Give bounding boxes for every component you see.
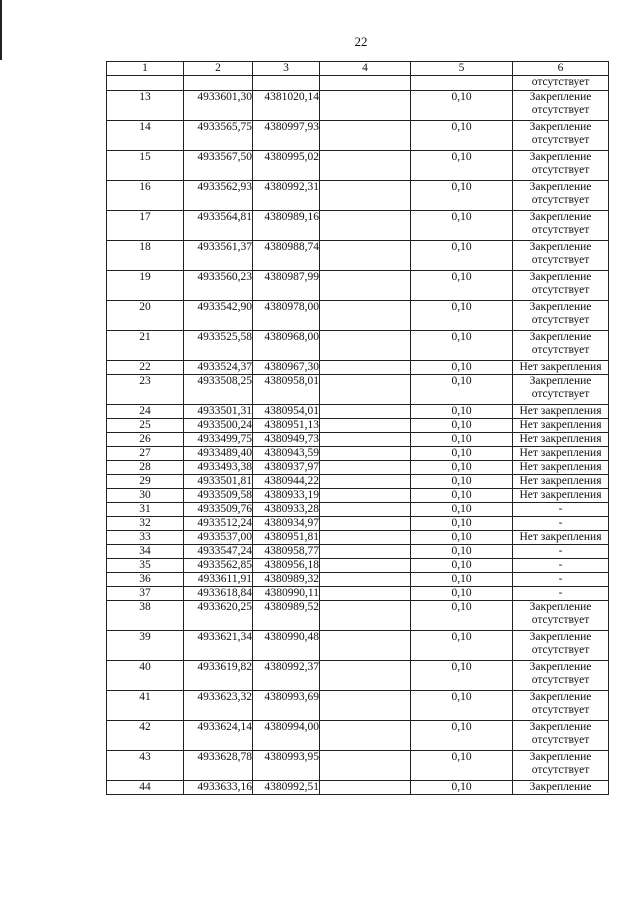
x-coordinate: 4933542,90 [184,301,253,331]
fixation-note: Нет закрепления [513,433,609,447]
x-coordinate: 4933601,30 [184,91,253,121]
y-coordinate: 4380937,97 [253,461,320,475]
accuracy-value: 0,10 [411,405,513,419]
point-number: 30 [107,489,184,503]
table-row [107,447,609,461]
x-coordinate: 4933611,91 [184,573,253,587]
accuracy-value: 0,10 [411,475,513,489]
y-coordinate: 4380997,93 [253,121,320,151]
x-coordinate: 4933489,40 [184,447,253,461]
x-coordinate: 4933508,25 [184,375,253,405]
table-row [107,559,609,573]
fixation-note: Закрепление отсутствует [513,211,609,241]
empty-cell [320,433,411,447]
fixation-note: Нет закрепления [513,531,609,545]
point-number: 33 [107,531,184,545]
empty-cell [320,489,411,503]
x-coordinate: 4933501,31 [184,405,253,419]
accuracy-value: 0,10 [411,545,513,559]
x-coordinate: 4933493,38 [184,461,253,475]
x-coordinate: 4933547,24 [184,545,253,559]
y-coordinate: 4381020,14 [253,91,320,121]
fixation-note: Закрепление [513,781,609,795]
fixation-note: - [513,573,609,587]
empty-cell [320,559,411,573]
y-coordinate: 4380944,22 [253,475,320,489]
table-row [107,721,609,751]
accuracy-value: 0,10 [411,489,513,503]
accuracy-value: 0,10 [411,559,513,573]
empty-cell [320,91,411,121]
x-coordinate: 4933499,75 [184,433,253,447]
point-number: 36 [107,573,184,587]
x-coordinate: 4933623,32 [184,691,253,721]
point-number: 41 [107,691,184,721]
accuracy-value: 0,10 [411,531,513,545]
point-number: 40 [107,661,184,691]
table-row [107,181,609,211]
header-col-1: 1 [107,62,184,76]
point-number: 35 [107,559,184,573]
continuation-row [107,76,609,91]
x-coordinate: 4933567,50 [184,151,253,181]
point-number: 42 [107,721,184,751]
y-coordinate: 4380954,01 [253,405,320,419]
empty-cell [320,691,411,721]
y-coordinate: 4380989,32 [253,573,320,587]
empty-cell [320,751,411,781]
table-row [107,503,609,517]
x-coordinate: 4933620,25 [184,601,253,631]
y-coordinate: 4380990,48 [253,631,320,661]
accuracy-value: 0,10 [411,691,513,721]
y-coordinate: 4380989,16 [253,211,320,241]
fixation-note: Закрепление отсутствует [513,691,609,721]
y-coordinate: 4380933,28 [253,503,320,517]
accuracy-value: 0,10 [411,433,513,447]
fixation-note: Закрепление отсутствует [513,121,609,151]
fixation-note: Нет закрепления [513,475,609,489]
empty-cell [320,301,411,331]
empty-cell [320,517,411,531]
point-number: 28 [107,461,184,475]
header-row [107,62,609,76]
y-coordinate: 4380949,73 [253,433,320,447]
accuracy-value: 0,10 [411,331,513,361]
coordinates-table [106,61,609,795]
empty-cell [320,447,411,461]
x-coordinate: 4933618,84 [184,587,253,601]
fixation-note: Нет закрепления [513,361,609,375]
table-row [107,419,609,433]
table-row [107,475,609,489]
fixation-note: Закрепление отсутствует [513,631,609,661]
table-row [107,531,609,545]
empty-cell [320,241,411,271]
table-row [107,517,609,531]
point-number: 18 [107,241,184,271]
empty-cell [320,503,411,517]
fixation-note: Закрепление отсутствует [513,661,609,691]
accuracy-value: 0,10 [411,751,513,781]
y-coordinate: 4380993,95 [253,751,320,781]
table-row [107,545,609,559]
header-col-5: 5 [411,62,513,76]
y-coordinate: 4380995,02 [253,151,320,181]
fixation-note: Закрепление отсутствует [513,751,609,781]
table-row [107,91,609,121]
y-coordinate: 4380988,74 [253,241,320,271]
fixation-note: - [513,587,609,601]
x-coordinate: 4933509,58 [184,489,253,503]
fixation-note: Нет закрепления [513,489,609,503]
accuracy-value: 0,10 [411,211,513,241]
point-number: 24 [107,405,184,419]
empty-cell [320,271,411,301]
empty-cell [320,181,411,211]
table-row [107,211,609,241]
accuracy-value: 0,10 [411,661,513,691]
x-coordinate: 4933633,16 [184,781,253,795]
table-row [107,781,609,795]
continuation-note: отсутствует [513,76,609,91]
header-col-2: 2 [184,62,253,76]
point-number: 20 [107,301,184,331]
accuracy-value: 0,10 [411,587,513,601]
y-coordinate: 4380968,00 [253,331,320,361]
x-coordinate: 4933509,76 [184,503,253,517]
y-coordinate: 4380989,52 [253,601,320,631]
x-coordinate: 4933500,24 [184,419,253,433]
x-coordinate: 4933562,93 [184,181,253,211]
accuracy-value: 0,10 [411,151,513,181]
accuracy-value: 0,10 [411,503,513,517]
point-number: 43 [107,751,184,781]
table-row [107,661,609,691]
header-col-6: 6 [513,62,609,76]
point-number: 13 [107,91,184,121]
empty-cell [320,121,411,151]
point-number: 26 [107,433,184,447]
header-col-4: 4 [320,62,411,76]
table-row [107,271,609,301]
x-coordinate: 4933628,78 [184,751,253,781]
point-number: 29 [107,475,184,489]
empty-cell [320,587,411,601]
empty-cell [320,461,411,475]
y-coordinate: 4380993,69 [253,691,320,721]
fixation-note: Закрепление отсутствует [513,181,609,211]
y-coordinate: 4380956,18 [253,559,320,573]
point-number: 38 [107,601,184,631]
y-coordinate: 4380933,19 [253,489,320,503]
x-coordinate: 4933624,14 [184,721,253,751]
fixation-note: Закрепление отсутствует [513,601,609,631]
accuracy-value: 0,10 [411,419,513,433]
point-number: 37 [107,587,184,601]
point-number: 21 [107,331,184,361]
empty-cell [320,573,411,587]
table-row [107,573,609,587]
table-row [107,433,609,447]
table-row [107,121,609,151]
accuracy-value: 0,10 [411,271,513,301]
fixation-note: Нет закрепления [513,461,609,475]
accuracy-value: 0,10 [411,721,513,751]
accuracy-value: 0,10 [411,91,513,121]
empty-cell [320,405,411,419]
fixation-note: Закрепление отсутствует [513,301,609,331]
accuracy-value: 0,10 [411,517,513,531]
empty-cell [320,151,411,181]
fixation-note: Закрепление отсутствует [513,331,609,361]
x-coordinate: 4933561,37 [184,241,253,271]
y-coordinate: 4380943,59 [253,447,320,461]
page-number: 22 [354,34,368,49]
empty-cell [320,361,411,375]
accuracy-value: 0,10 [411,573,513,587]
table-row [107,489,609,503]
point-number: 23 [107,375,184,405]
accuracy-value: 0,10 [411,241,513,271]
y-coordinate: 4380967,30 [253,361,320,375]
point-number: 31 [107,503,184,517]
y-coordinate: 4380951,81 [253,531,320,545]
y-coordinate: 4380992,51 [253,781,320,795]
y-coordinate: 4380978,00 [253,301,320,331]
accuracy-value: 0,10 [411,461,513,475]
table-row [107,151,609,181]
fixation-note: - [513,503,609,517]
y-coordinate: 4380992,37 [253,661,320,691]
x-coordinate: 4933525,58 [184,331,253,361]
header-col-3: 3 [253,62,320,76]
table-row [107,751,609,781]
empty-cell [320,545,411,559]
y-coordinate: 4380934,97 [253,517,320,531]
point-number: 25 [107,419,184,433]
x-coordinate: 4933560,23 [184,271,253,301]
table-row [107,601,609,631]
x-coordinate: 4933564,81 [184,211,253,241]
point-number: 27 [107,447,184,461]
x-coordinate: 4933619,82 [184,661,253,691]
fixation-note: Закрепление отсутствует [513,241,609,271]
empty-cell [320,331,411,361]
accuracy-value: 0,10 [411,601,513,631]
empty-cell [320,601,411,631]
point-number: 22 [107,361,184,375]
accuracy-value: 0,10 [411,631,513,661]
fixation-note: Закрепление отсутствует [513,375,609,405]
accuracy-value: 0,10 [411,447,513,461]
accuracy-value: 0,10 [411,781,513,795]
table-row [107,301,609,331]
empty-cell [320,721,411,751]
point-number: 17 [107,211,184,241]
empty-cell [320,375,411,405]
empty-cell [320,475,411,489]
point-number: 32 [107,517,184,531]
accuracy-value: 0,10 [411,181,513,211]
fixation-note: Нет закрепления [513,447,609,461]
table-row [107,691,609,721]
point-number: 14 [107,121,184,151]
fixation-note: Закрепление отсутствует [513,91,609,121]
x-coordinate: 4933621,34 [184,631,253,661]
x-coordinate: 4933537,00 [184,531,253,545]
fixation-note: - [513,559,609,573]
x-coordinate: 4933524,37 [184,361,253,375]
fixation-note: Закрепление отсутствует [513,151,609,181]
fixation-note: Закрепление отсутствует [513,721,609,751]
y-coordinate: 4380958,01 [253,375,320,405]
table-row [107,405,609,419]
accuracy-value: 0,10 [411,361,513,375]
table-row [107,241,609,271]
y-coordinate: 4380987,99 [253,271,320,301]
x-coordinate: 4933565,75 [184,121,253,151]
empty-cell [320,781,411,795]
y-coordinate: 4380951,13 [253,419,320,433]
point-number: 19 [107,271,184,301]
accuracy-value: 0,10 [411,375,513,405]
point-number: 39 [107,631,184,661]
fixation-note: - [513,517,609,531]
fixation-note: - [513,545,609,559]
y-coordinate: 4380994,00 [253,721,320,751]
accuracy-value: 0,10 [411,121,513,151]
point-number: 16 [107,181,184,211]
page-edge-mark [0,0,2,60]
empty-cell [320,661,411,691]
accuracy-value: 0,10 [411,301,513,331]
y-coordinate: 4380958,77 [253,545,320,559]
point-number: 34 [107,545,184,559]
fixation-note: Нет закрепления [513,405,609,419]
table-row [107,631,609,661]
table-row [107,361,609,375]
table-row [107,587,609,601]
y-coordinate: 4380990,11 [253,587,320,601]
x-coordinate: 4933512,24 [184,517,253,531]
empty-cell [320,631,411,661]
x-coordinate: 4933562,85 [184,559,253,573]
table-row [107,375,609,405]
fixation-note: Нет закрепления [513,419,609,433]
fixation-note: Закрепление отсутствует [513,271,609,301]
x-coordinate: 4933501,81 [184,475,253,489]
table-row [107,331,609,361]
empty-cell [320,531,411,545]
table-row [107,461,609,475]
empty-cell [320,211,411,241]
empty-cell [320,419,411,433]
y-coordinate: 4380992,31 [253,181,320,211]
point-number: 44 [107,781,184,795]
point-number: 15 [107,151,184,181]
